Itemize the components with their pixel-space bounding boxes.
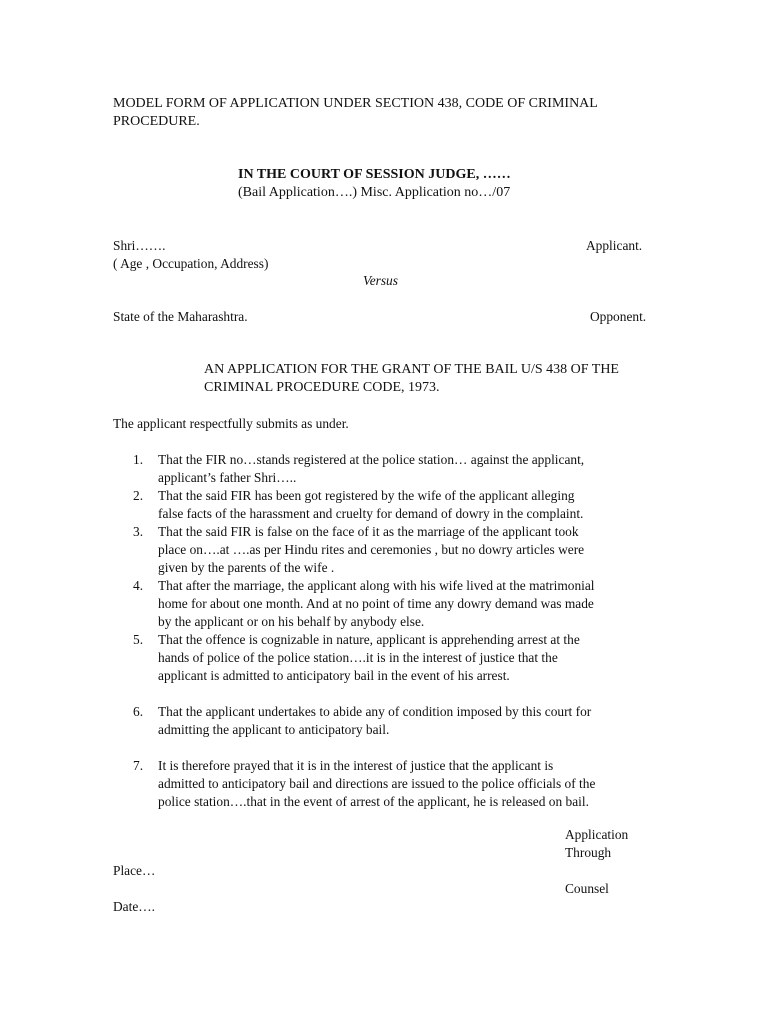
signature-application: Application: [565, 827, 629, 842]
item-text: That the said FIR has been got registered by the wife of the applicant alleging false facts of the harassment and cruelty for demand of dowry in the complaint.: [158, 488, 584, 521]
opponent-label: Opponent.: [590, 309, 647, 324]
intro-text: The applicant respectfully submits as under.: [113, 416, 349, 431]
document-title-line2: PROCEDURE.: [113, 114, 200, 129]
opponent-name: State of the Maharashtra.: [113, 309, 248, 324]
item-text: That the FIR no…stands registered at the police station… against the applicant, applicant’s father Shri…..: [158, 452, 585, 485]
application-title-line2: CRIMINAL PROCEDURE CODE, 1973.: [204, 380, 440, 395]
item-text: That the said FIR is false on the face of it as the marriage of the applicant took place on….at ….as per Hindu rites and ceremonies , but no dowry articles were given by the parents of the wife .: [158, 524, 585, 575]
item-text: That the offence is cognizable in nature, applicant is apprehending arrest at the hands of police of the police station….it is in the interest of justice that the applicant is admitted to anticipatory bail in the event of his arrest.: [158, 632, 580, 683]
list-item: [133, 577, 653, 631]
signature-counsel: Counsel: [565, 881, 609, 896]
applicant-label: Applicant.: [586, 238, 643, 253]
applicant-details: ( Age , Occupation, Address): [113, 256, 269, 271]
list-item: [133, 487, 653, 523]
court-title: IN THE COURT OF SESSION JUDGE, ……: [238, 167, 511, 182]
court-subtitle: (Bail Application….) Misc. Application no…/07: [238, 185, 511, 200]
date-field: Date….: [113, 899, 156, 914]
applicant-name: Shri…….: [113, 238, 166, 253]
list-item: [133, 757, 653, 811]
item-number: 7.: [133, 758, 144, 773]
versus-label: Versus: [363, 273, 398, 288]
item-number: 5.: [133, 632, 144, 647]
item-number: 6.: [133, 704, 144, 719]
list-item: [133, 451, 653, 487]
list-item: [133, 631, 653, 685]
item-number: 4.: [133, 578, 144, 593]
item-text: That after the marriage, the applicant along with his wife lived at the matrimonial home for about one month. And at no point of time any dowry demand was made by the applicant or on his behalf by anybody else.: [158, 578, 595, 629]
signature-through: Through: [565, 845, 612, 860]
item-number: 2.: [133, 488, 144, 503]
list-item: [133, 703, 653, 739]
item-number: 3.: [133, 524, 144, 539]
submission-list: [133, 451, 653, 811]
place-field: Place…: [113, 863, 156, 878]
item-number: 1.: [133, 452, 144, 467]
item-text: That the applicant undertakes to abide any of condition imposed by this court for admitting the applicant to anticipatory bail.: [158, 704, 592, 737]
document-title-line1: MODEL FORM OF APPLICATION UNDER SECTION 438, CODE OF CRIMINAL: [113, 96, 598, 111]
application-title-line1: AN APPLICATION FOR THE GRANT OF THE BAIL U/S 438 OF THE: [204, 362, 619, 377]
item-text: It is therefore prayed that it is in the interest of justice that the applicant is admitted to anticipatory bail and directions are issued to the police officials of the police station….that in the event of arrest of the applicant, he is released on bail.: [158, 758, 596, 809]
list-item: [133, 523, 653, 577]
